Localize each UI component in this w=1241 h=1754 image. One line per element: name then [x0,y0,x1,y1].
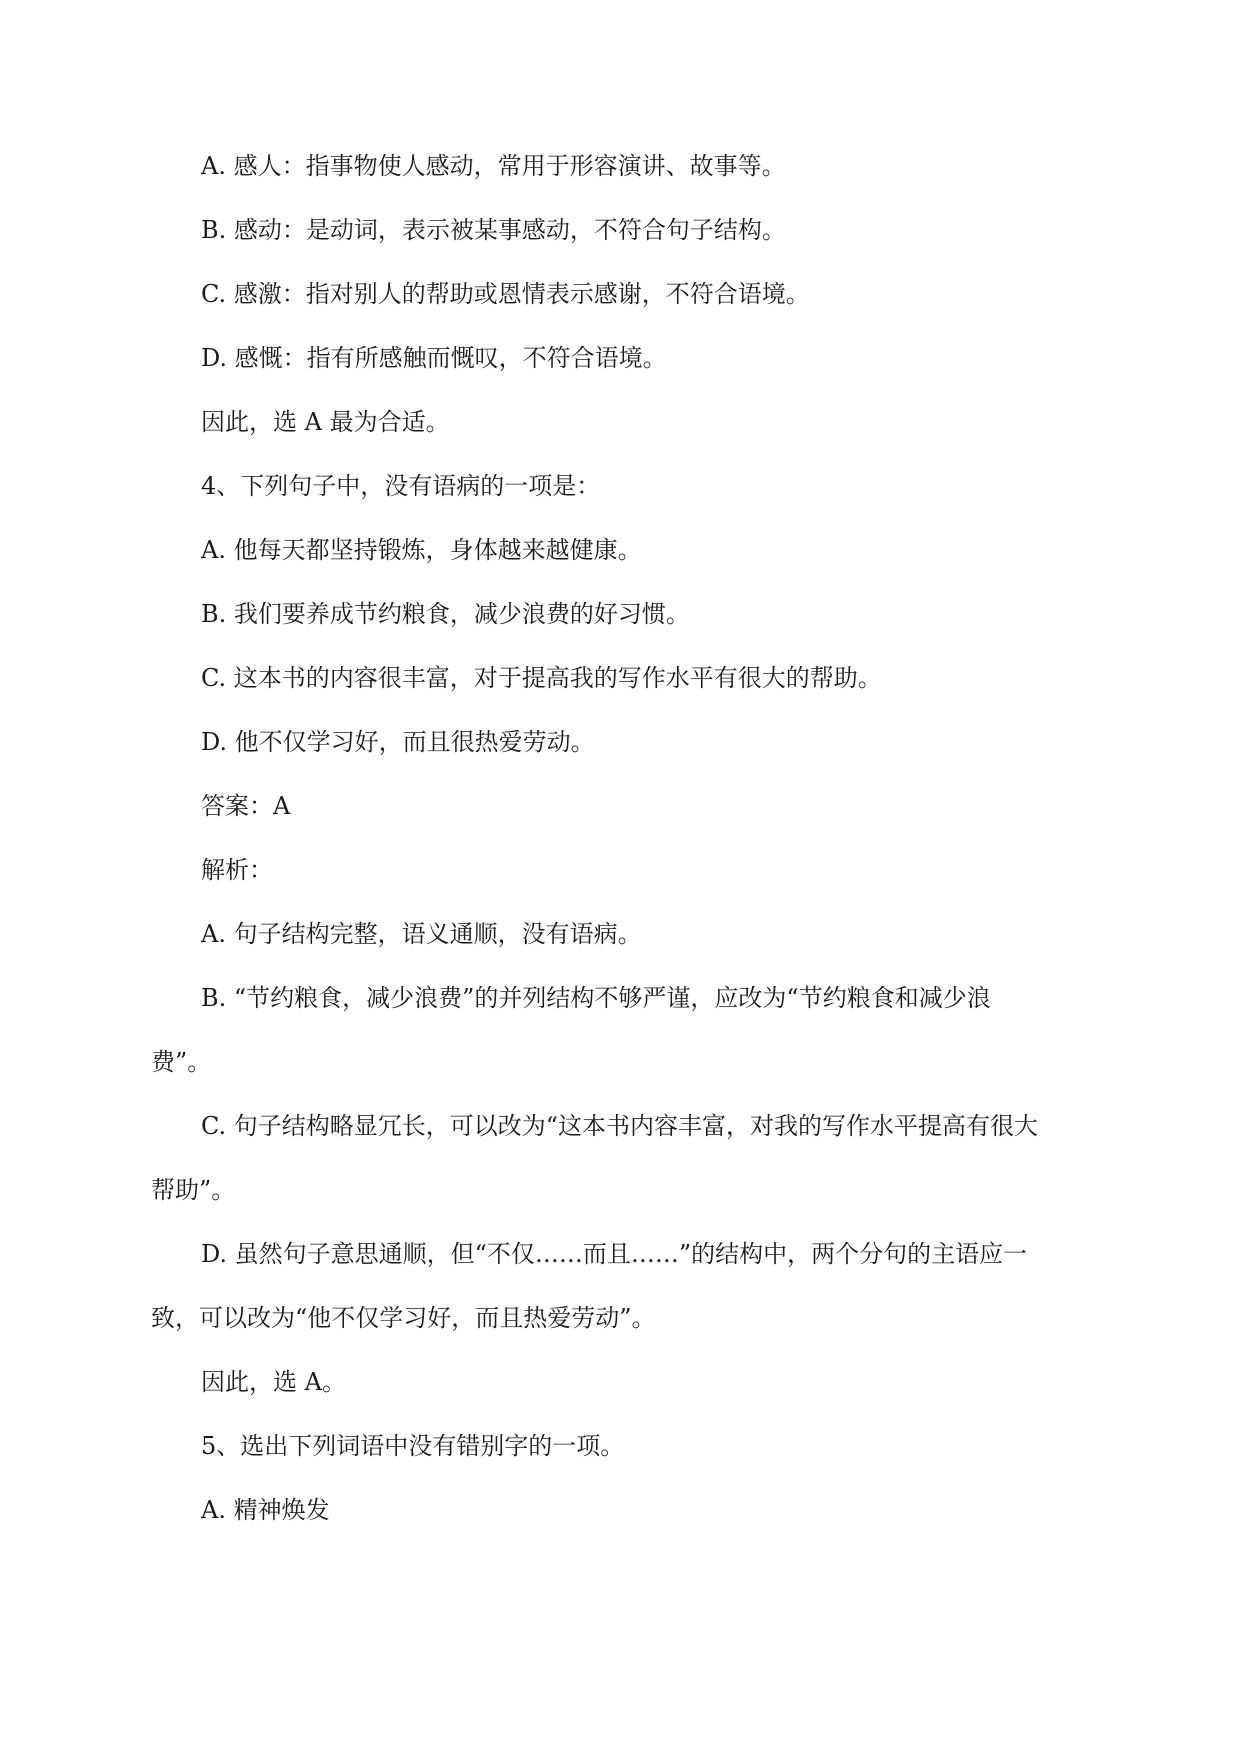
question-4-stem: 4、下列句子中，没有语病的一项是： [201,472,601,500]
analysis-option-d-line-1: D. 虽然句子意思通顺，但“不仅……而且……”的结构中，两个分句的主语应一 [201,1240,1028,1268]
question-4-option-c: C. 这本书的内容很丰富，对于提高我的写作水平有很大的帮助。 [201,664,882,692]
analysis-option-c-line-2: 帮助”。 [151,1176,236,1204]
question-4-option-a: A. 他每天都坚持锻炼，身体越来越健康。 [201,536,642,564]
analysis-option-b-line-1: B. “节约粮食，减少浪费”的并列结构不够严谨，应改为“节约粮食和减少浪 [201,984,991,1012]
question-4-analysis-heading: 解析： [201,856,273,884]
question-4-option-d: D. 他不仅学习好，而且很热爱劳动。 [201,728,595,756]
analysis-option-c-line-1: C. 句子结构略显冗长，可以改为“这本书内容丰富，对我的写作水平提高有很大 [201,1112,1039,1140]
option-b-explanation-gandong: B. 感动：是动词，表示被某事感动，不符合句子结构。 [201,216,786,244]
question-4-answer: 答案：A [201,792,291,820]
option-c-explanation-ganji: C. 感激：指对别人的帮助或恩情表示感谢，不符合语境。 [201,280,810,308]
option-a-explanation-ganren: A. 感人：指事物使人感动，常用于形容演讲、故事等。 [201,152,786,180]
question-5-stem: 5、选出下列词语中没有错别字的一项。 [201,1432,625,1460]
question-4-option-b: B. 我们要养成节约粮食，减少浪费的好习惯。 [201,600,690,628]
analysis-option-a: A. 句子结构完整，语义通顺，没有语病。 [201,920,642,948]
analysis-option-d-line-2: 致，可以改为“他不仅学习好，而且热爱劳动”。 [151,1304,656,1332]
conclusion-q4: 因此，选 A。 [201,1368,346,1396]
option-d-explanation-gankai: D. 感慨：指有所感触而慨叹，不符合语境。 [201,344,667,372]
analysis-option-b-line-2: 费”。 [151,1048,212,1076]
question-5-option-a: A. 精神焕发 [201,1496,330,1524]
conclusion-q3: 因此，选 A 最为合适。 [201,408,450,436]
